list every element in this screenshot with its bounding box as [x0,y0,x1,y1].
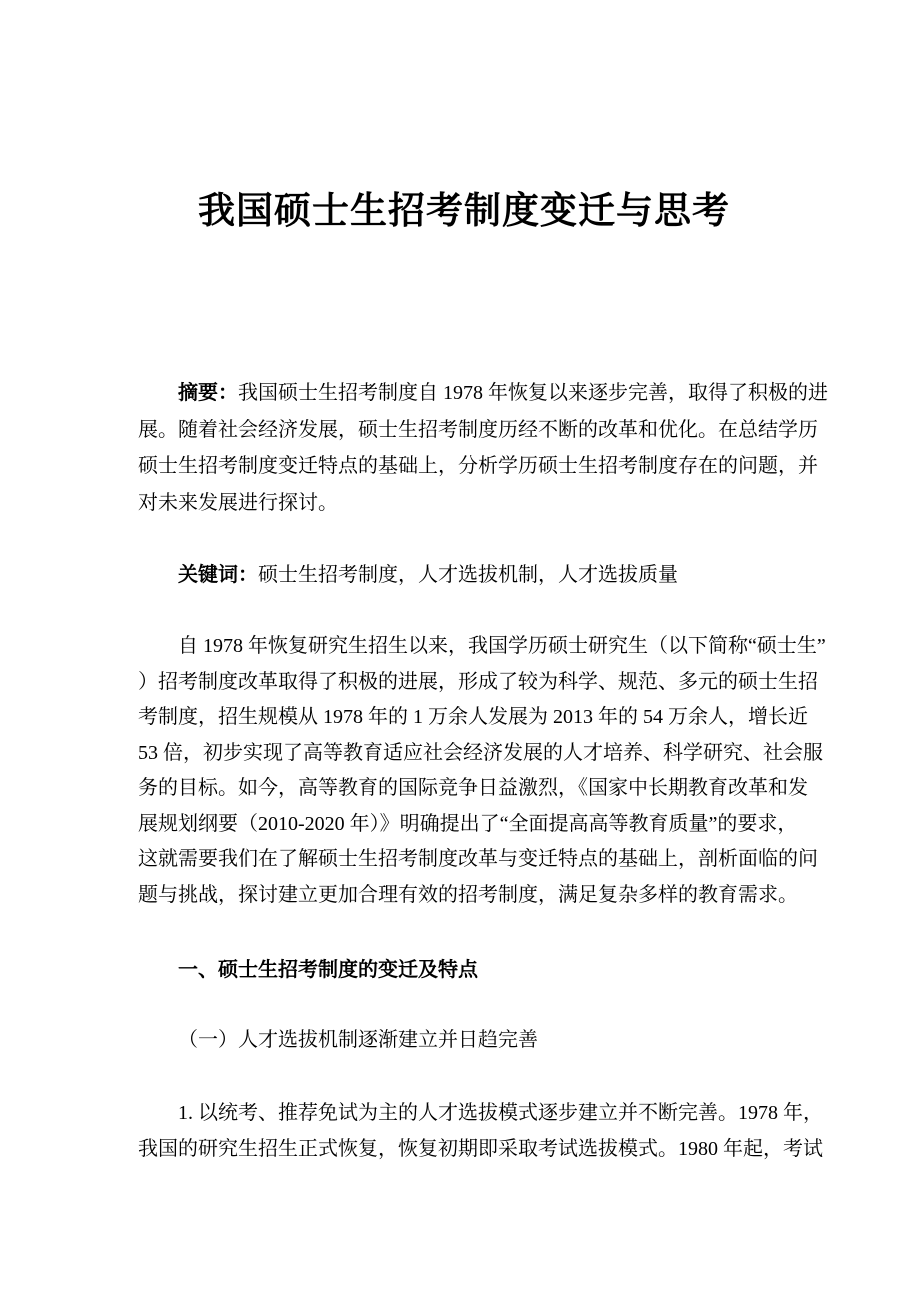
section-heading [138,952,798,988]
keywords-text: 硕士生招考制度，人才选拔机制，人才选拔质量 [258,564,678,586]
abstract-paragraph [138,375,828,521]
keywords-paragraph [138,557,798,594]
text-line: 务的目标。如今，高等教育的国际竞争日益激烈，《国家中长期教育改革和发 [138,777,808,799]
text-line: 对未来发展进行探讨。 [138,491,338,514]
introduction-paragraph [138,629,826,913]
text-line: 我国的研究生招生正式恢复，恢复初期即采取考试选拔模式。1980 年起，考试 [138,1137,823,1160]
text-line: 考制度，招生规模从 1978 年的 1 万余人发展为 2013 年的 54 万余人，增长近 [138,706,808,728]
text-line: 这就需要我们在了解硕士生招考制度改革与变迁特点的基础上，剖析面临的问 [138,848,818,870]
text-line: ）招考制度改革取得了积极的进展，形成了较为科学、规范、多元的硕士生招 [138,670,818,693]
text-line: 53 倍，初步实现了高等教育适应社会经济发展的人才培养、科学研究、社会服 [138,741,823,764]
text-line: 自 1978 年恢复研究生招生以来，我国学历硕士研究生（以下简称“硕士生” [178,635,826,657]
text-line: 硕士生招考制度变迁特点的基础上，分析学历硕士生招考制度存在的问题，并 [138,455,818,477]
keywords-label: 关键词： [178,564,258,586]
subsection-heading-text: （一）人才选拔机制逐渐建立并日趋完善 [178,1029,538,1051]
text-line: 题与挑战，探讨建立更加合理有效的招考制度，满足复杂多样的教育需求。 [138,883,798,906]
text-line: 展规划纲要（2010-2020 年）》明确提出了“全面提高高等教育质量”的要求， [138,812,798,835]
subsection-heading [138,1022,798,1058]
text-line [138,557,798,594]
abstract-text: 我国硕士生招考制度自 1978 年恢复以来逐步完善，取得了积极的进 [238,382,828,404]
section-heading-text: 一、硕士生招考制度的变迁及特点 [178,959,478,981]
text-line: 展。随着社会经济发展，硕士生招考制度历经不断的改革和优化。在总结学历 [138,418,818,441]
text-line [138,375,828,412]
body-paragraph [138,1096,823,1167]
abstract-label: 摘要： [178,382,238,404]
text-line: 1. 以统考、推荐免试为主的人才选拔模式逐步建立并不断完善。1978 年， [178,1102,823,1124]
page-title: 我国硕士生招考制度变迁与思考 [198,191,730,232]
